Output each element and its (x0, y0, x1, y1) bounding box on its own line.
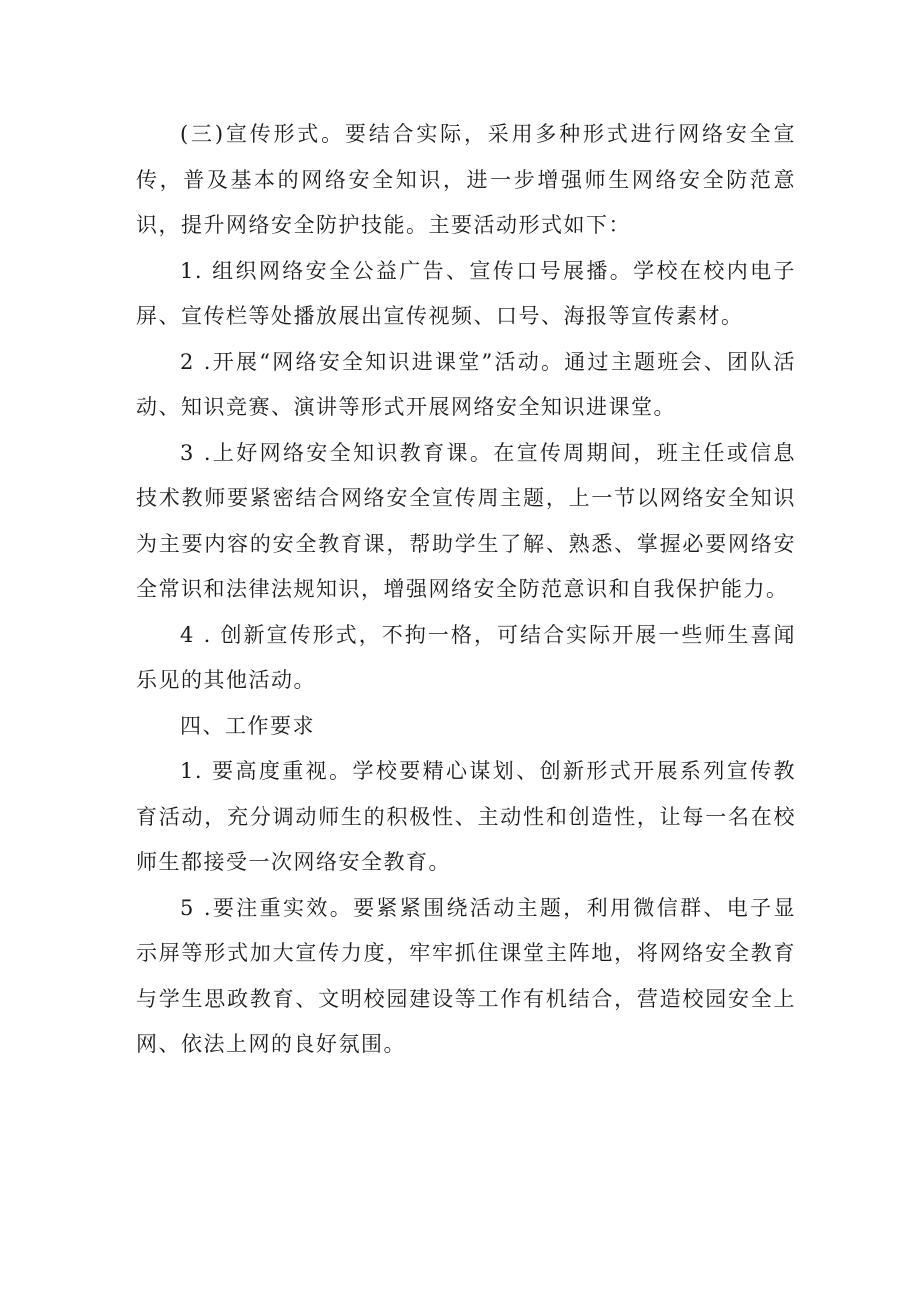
paragraph-requirement-1: 1. 要高度重视。学校要精心谋划、创新形式开展系列宣传教育活动，充分调动师生的积极性、主动性和创造性，让每一名在校师生都接受一次网络安全教育。 (136, 759, 796, 874)
paragraph-publicity-forms: (三)宣传形式。要结合实际，采用多种形式进行网络安全宣传，普及基本的网络安全知识，进一步增强师生网络安全防范意识，提升网络安全防护技能。主要活动形式如下： (136, 122, 796, 237)
paragraph-item-2-classroom: 2 .开展“网络安全知识进课堂”活动。通过主题班会、团队活动、知识竞赛、演讲等形式开展网络安全知识进课堂。 (136, 349, 796, 419)
paragraph-requirement-5: 5 .要注重实效。要紧紧围绕活动主题，利用微信群、电子显示屏等形式加大宣传力度，牢牢抓住课堂主阵地，将网络安全教育与学生思政教育、文明校园建设等工作有机结合，营造校园安全上网、依法上网的良好氛围。 (136, 895, 796, 1056)
paragraph-item-3-lesson: 3 .上好网络安全知识教育课。在宣传周期间，班主任或信息技术教师要紧密结合网络安全宣传周主题，上一节以网络安全知识为主要内容的安全教育课，帮助学生了解、熟悉、掌握必要网络安全常识和法律法规知识，增强网络安全防范意识和自我保护能力。 (136, 440, 796, 601)
paragraph-item-1-ads: 1. 组织网络安全公益广告、宣传口号展播。学校在校内电子屏、宣传栏等处播放展出宣传视频、口号、海报等宣传素材。 (136, 258, 796, 328)
section-heading-requirements: 四、工作要求 (180, 713, 315, 738)
document-body (136, 112, 796, 1068)
paragraph-item-4-innovation: 4 . 创新宣传形式，不拘一格，可结合实际开展一些师生喜闻乐见的其他活动。 (136, 622, 796, 692)
